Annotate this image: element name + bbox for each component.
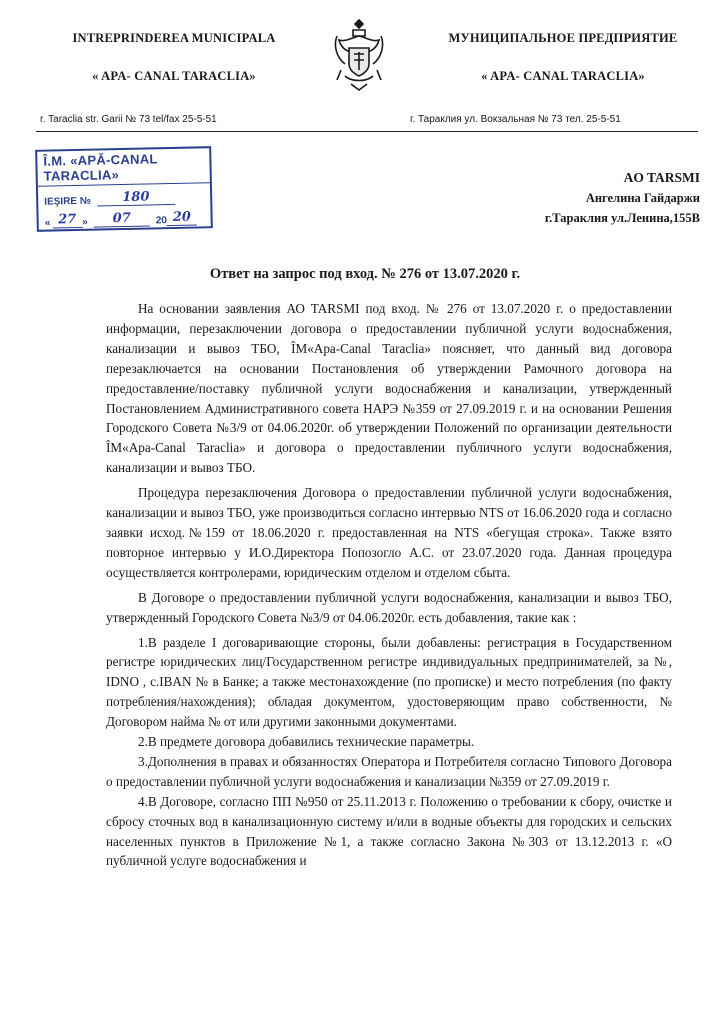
header-left-block: [40, 28, 308, 86]
list-item-4: 4.В Договоре, согласно ПП №950 от 25.11.2013 г. Положению о требовании к сбору, очистке и сбросу сточных вод в канализационную систему и/или в водные объекты для городских и сельских населенных пунктов в Приложение №1, а также согласно Закона №303 от 13.12.2013 г. «О публичной услуге водоснабжения и: [106, 793, 672, 869]
header-left-name: « APA- CANAL TARACLIA»: [92, 69, 256, 83]
header-right-block: [418, 28, 708, 86]
recipient-address: г.Тараклия ул.Ленина,155В: [544, 211, 700, 225]
recipient-org: AO TARSMI: [623, 170, 700, 185]
stamp-number: 180: [97, 189, 175, 207]
header-right-name: « APA- CANAL TARACLIA»: [481, 69, 645, 83]
stamp-month: 07: [94, 210, 150, 227]
recipient-name: Ангелина Гайдаржи: [585, 191, 700, 205]
letter-body: [106, 294, 672, 871]
paragraph-3: В Договоре о предоставлении публичной услуги водоснабжения, канализации и вывоз ТБО, утвержденный Городского Совета №3/9 от 04.06.2020г. есть добавления, такие как :: [106, 589, 672, 625]
header-right-org: МУНИЦИПАЛЬНОЕ ПРЕДПРИЯТИЕ: [448, 31, 678, 45]
stamp-title: Î.M. «APĂ-CANAL TARACLIA»: [37, 148, 210, 187]
address-left: r. Taraclia str. Garii № 73 tel/fax 25-5-51: [40, 114, 217, 125]
list-item-2: 2.В предмете договора добавились технические параметры.: [138, 734, 475, 750]
letter-title: Ответ на запрос под вход. № 276 от 13.07.2020 г.: [209, 266, 521, 282]
header-divider: [36, 131, 698, 132]
list-item-1: 1.В разделе I договаривающие стороны, были добавлены: регистрация в Государственном регистре юридических лиц/Государственном регистре индивидуальных предпринимателей, за №, IDNO , c.IBAN № в Банке; а также местонахождение (по прописке) и место потребления (по факту потребления/нахождения); обладая документом, удостоверяющим право собственности, № Договором найма № от или другими законными документами.: [106, 634, 672, 730]
paragraph-2: Процедура перезаключения Договора о предоставлении публичной услуги водоснабжения, канализации и вывоз ТБО, уже производиться согласно интервью NTS от 16.06.2020 года и согласно заявки исход.№159 от 18.06.2020 г. предоставленная на NTS «бегущая строка». Также взято повторное интервью у И.О.Директора Попозогло А.С. от 23.07.2020 года. Данная процедура осуществляется контролерами, юридическим отделом и отделом сбыта.: [106, 485, 672, 580]
recipient-block: [500, 168, 700, 228]
stamp-day: 27: [52, 212, 82, 229]
outgoing-stamp: [35, 146, 213, 232]
moldova-coat-of-arms-icon: [327, 14, 391, 94]
header-left-org: INTREPRINDEREA MUNICIPALA: [72, 31, 276, 45]
stamp-date-row: « 27 » 07 20 20: [38, 204, 210, 229]
stamp-year-suffix: 20: [167, 209, 197, 226]
stamp-outgoing-label: IEŞIRE №: [44, 195, 92, 208]
paragraph-1: На основании заявления АО TARSMI под вход. № 276 от 13.07.2020 г. о предоставлении информации, перезаключении договора о предоставлении публичной услуги водоснабжения, канализации и вывоз ТБО, ÎM«Apa-Canal Taraclia» поясняет, что данный вид договора перезаключается на основании Постановления об утверждении Рамочного договора на предоставление/поставку публичной услуги водоснабжения и канализации, утвержденный Постановлением Административного совета НАРЭ №359 от 27.09.2019 г. и на основании Решения Городского Совета №3/9 от 04.06.2020г. об утверждении Положений по организации деятельности ÎM«Apa-Canal Taraclia» и договора о предоставлении публичного услуги водоснабжения, канализации и вывоз ТБО.: [106, 301, 672, 476]
list-item-3: 3.Дополнения в правах и обязанностях Оператора и Потребителя согласно Типового Договора о предоставлении публичной услуги водоснабжения и канализации №359 от 27.09.2019 г.: [106, 753, 672, 789]
stamp-year-prefix: 20: [155, 215, 168, 227]
address-right: г. Тараклия ул. Вокзальная № 73 тел. 25-5-51: [410, 114, 621, 125]
